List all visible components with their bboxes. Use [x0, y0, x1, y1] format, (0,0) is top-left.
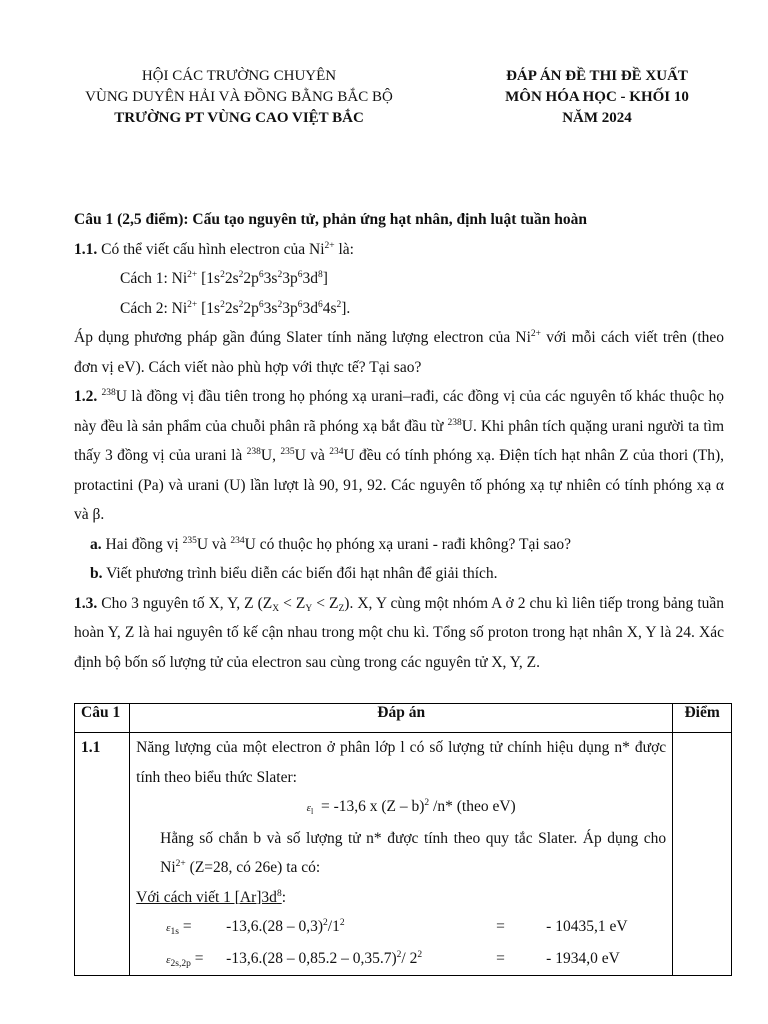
q12b-text: Viết phương trình biểu diễn các biến đổi hạt nhân để giải thích. — [106, 565, 498, 582]
answer-shielding: Hằng số chắn b và số lượng tử n* được tính theo quy tắc Slater. Áp dụng cho $Ni^{2+}$ (Z=28, có 26e) ta có: — [160, 829, 667, 876]
q12-text-c: đều có tính phóng xạ. Điện tích hạt nhân Z của thori (Th), protactini (Pa) và urani (U) lần lượt là 90, 91, 92. Các nguyên tố phóng xạ tự nhiên có tính phóng xạ α và β. — [74, 447, 725, 523]
header-right — [452, 66, 742, 129]
formula-main: = -13,6 x (Z – b) — [320, 798, 425, 815]
header-right-line-2: MÔN HÓA HỌC - KHỐI 10 — [505, 89, 689, 105]
q13-text-b: ). X, Y cùng một nhóm A ở 2 chu kì liên tiếp trong bảng tuần hoàn Y, Z là hai nguyên tố kế cận nhau trong một chu kì. Tổng số proton trong hạt nhân X, Y là 24. Xác định bộ bốn số lượng tử của electron sau cùng trong các nguyên tử X, Y, Z. — [74, 594, 725, 671]
q11-number: 1.1. — [74, 240, 98, 258]
header-right-line-1: ĐÁP ÁN ĐỀ THI ĐỀ XUẤT — [506, 68, 688, 84]
score-cell — [673, 733, 732, 976]
header-left-line-1: HỘI CÁC TRƯỜNG CHUYÊN — [141, 68, 337, 84]
answer-cell — [130, 733, 673, 976]
answer-table — [74, 703, 732, 976]
header-right-line-3: NĂM 2024 — [562, 110, 632, 126]
slater-formula: $\varepsilon_l = -13,6$ x (Z – b)$^2$ /n* (theo eV) — [306, 798, 516, 816]
q11-question-b: với mỗi cách viết trên (theo đơn vị eV). Cách viết nào phù hợp với thực tế? Tại sao? — [74, 329, 725, 376]
answer-table-header — [75, 704, 732, 733]
header-dap-an: Đáp án — [130, 704, 673, 733]
q13-paragraph: 1.3. Cho 3 nguyên tố X, Y, Z $(Z_X < Z_Y < Z_Z)$. X, Y cùng một nhóm A ở 2 chu kì liên tiếp trong bảng tuần hoàn Y, Z là hai nguyên tố kế cận nhau trong một chu kì. Tổng số proton trong hạt nhân X, Y là 24. Xác định bộ bốn số lượng tử của electron sau cùng trong các nguyên tử X, Y, Z. — [74, 594, 725, 671]
q11-intro-end: là: — [338, 240, 354, 258]
q11-question: Áp dụng phương pháp gần đúng Slater tính năng lượng electron của $Ni^{2+}$ với mỗi cách viết trên (theo đơn vị eV). Cách viết nào phù hợp với thực tế? Tại sao? — [74, 329, 725, 376]
formula-end: /n* (theo eV) — [433, 798, 516, 815]
q13-text-a: Cho 3 nguyên tố X, Y, Z (Z — [101, 594, 273, 612]
answer-intro: Năng lượng của một electron ở phân lớp l có số lượng tử chính hiệu dụng n* được tính theo biểu thức Slater: — [136, 739, 667, 786]
q12-number: 1.2. — [74, 388, 98, 405]
e1s-value: - 10435,1 eV — [546, 918, 628, 935]
question-title: Câu 1 (2,5 điểm): Cấu tạo nguyên tử, phản ứng hạt nhân, định luật tuần hoàn — [74, 211, 588, 228]
q12-text-b: U. Khi phân tích quặng urani người ta tìm thấy 3 đồng vị của urani là — [74, 417, 725, 464]
q12a-label: a. — [90, 535, 102, 553]
q11-intro-text: Có thể viết cấu hình electron của Ni — [101, 240, 325, 258]
q11-intro: 1.1. Có thể viết cấu hình electron của $Ni^{2+}$ là: — [74, 240, 354, 258]
energy-row-2s2p: $\varepsilon_{2s,2p}$ = -13,6.(28 – 0,85.2 – 0,35.7)$^2$/ $2^2$ = - 1934,0 eV — [136, 944, 666, 976]
header-diem: Điểm — [673, 704, 732, 733]
shielding-text-b: (Z=28, có 26e) ta có: — [189, 859, 321, 876]
e2s-value: - 1934,0 eV — [546, 949, 620, 967]
q12b-label: b. — [90, 565, 103, 582]
e2s-tail: / 2 — [401, 949, 418, 967]
energy-row-1s: $\varepsilon_{1s}$ = $-13,6.(28 - 0,3)^2/1^2$ = - 10435,1 eV — [136, 912, 666, 944]
q12a-text-b: có thuộc họ phóng xạ urani - rađi không? Tại sao? — [259, 535, 572, 553]
method-1-heading: Với cách viết 1 $[Ar]3d^8$: — [136, 888, 286, 906]
method-1-heading-text: Với cách viết 1 [Ar]3d — [136, 888, 277, 906]
table-row — [75, 733, 732, 976]
header-left-line-3: TRƯỜNG PT VÙNG CAO VIỆT BẮC — [114, 110, 364, 126]
q13-number: 1.3. — [74, 594, 98, 612]
e1s-tail: /1 — [327, 918, 340, 935]
q12b — [74, 559, 724, 589]
method-2-label: Cách 2: Ni — [120, 299, 188, 317]
header-cau: Câu 1 — [75, 704, 130, 733]
q12-paragraph: 1.2. $^{238}$U là đồng vị đầu tiên trong họ phóng xạ urani–rađi, các đồng vị của các nguyên tố khác thuộc họ này đều là sản phẩm của chuỗi phân rã phóng xạ bắt đầu từ $^{238}$U. Khi phân tích quặng urani người ta tìm thấy 3 đồng vị của urani là $^{238}$U, $^{235}$U và $^{234}$U đều có tính phóng xạ. Điện tích hạt nhân Z của thori (Th), protactini (Pa) và urani (U) lần lượt là 90, 91, 92. Các nguyên tố phóng xạ tự nhiên có tính phóng xạ α và β. — [74, 388, 725, 523]
q12a-text-a: Hai đồng vị — [105, 535, 179, 553]
row-label: 1.1 — [75, 733, 130, 976]
q12a: a. Hai đồng vị $^{235}$U và $^{234}$U có thuộc họ phóng xạ urani - rađi không? Tại sao? — [90, 535, 572, 553]
header-left — [54, 66, 424, 129]
header-left-line-2: VÙNG DUYÊN HẢI VÀ ĐỒNG BẰNG BẮC BỘ — [85, 89, 393, 105]
method-1-label: Cách 1: Ni — [120, 270, 188, 287]
q11-question-a: Áp dụng phương pháp gần đúng Slater tính năng lượng electron của Ni — [74, 329, 531, 346]
shielding-text-a: Hằng số chắn b và số lượng tử n* được tính theo quy tắc Slater. Áp dụng cho Ni — [160, 829, 667, 876]
question-body — [74, 205, 724, 677]
method-1-config: Cách 1: $Ni^{2+}$ $[1s^22s^22p^63s^23p^63d^8]$ — [120, 270, 328, 287]
method-2-config: Cách 2: $Ni^{2+}$ $[1s^22s^22p^63s^23p^63d^64s^2]$. — [120, 299, 351, 317]
e2s-expression: -13,6.(28 – 0,85.2 – 0,35.7) — [226, 949, 397, 967]
q12-text-a: U là đồng vị đầu tiên trong họ phóng xạ urani–rađi, các đồng vị của các nguyên tố khác thuộc họ này đều là sản phẩm của chuỗi phân rã phóng xạ bắt đầu từ — [74, 388, 724, 435]
e1s-expression: -13,6.(28 – 0,3) — [226, 918, 324, 935]
